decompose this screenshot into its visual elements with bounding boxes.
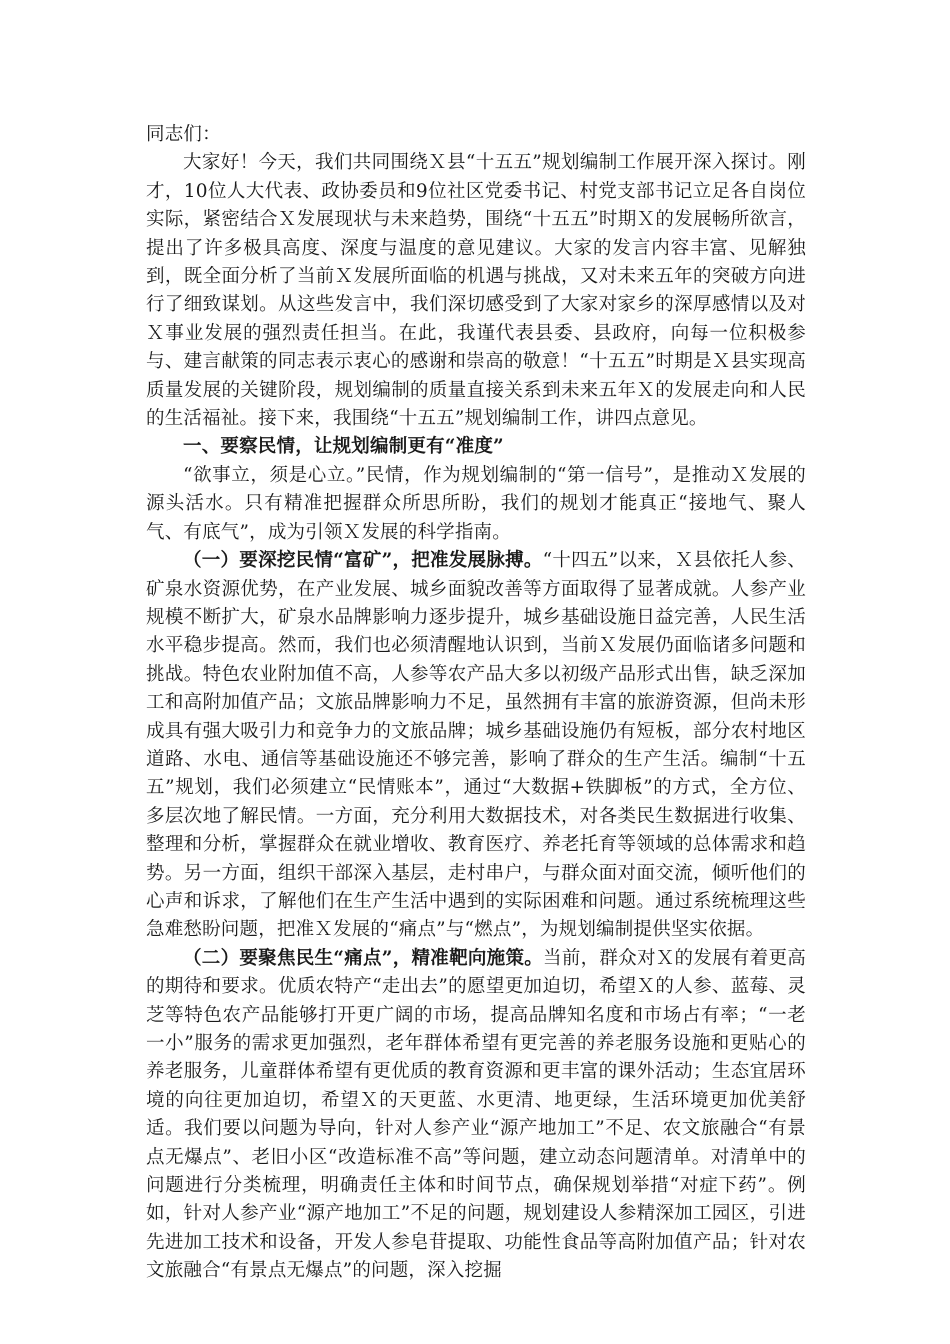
- section-heading-1: 一、要察民情，让规划编制更有“准度”: [183, 436, 504, 458]
- document-body: [146, 121, 806, 1286]
- salutation: 同志们：: [146, 124, 221, 145]
- section-1-paragraph: “欲事立，须是心立。”民情，作为规划编制的“第一信号”，是推动Ｘ发展的源头活水。只有精准把握群众所思所盼，我们的规划才能真正“接地气、聚人气、有底气”，成为引领Ｘ发展的科学指南。: [146, 464, 806, 543]
- subsection-1-body: “十四五”以来，Ｘ县依托人参、矿泉水资源优势，在产业发展、城乡面貌改善等方面取得了显著成就。人参产业规模不断扩大，矿泉水品牌影响力逐步提升，城乡基础设施日益完善，人民生活水平稳步提高。然而，我们也必须清醒地认识到，当前Ｘ发展仍面临诸多问题和挑战。特色农业附加值不高，人参等农产品大多以初级产品形式出售，缺乏深加工和高附加值产品；文旅品牌影响力不足，虽然拥有丰富的旅游资源，但尚未形成具有强大吸引力和竞争力的文旅品牌；城乡基础设施仍有短板，部分农村地区道路、水电、通信等基础设施还不够完善，影响了群众的生产生活。编制“十五五”规划，我们必须建立“民情账本”，通过“大数据+铁脚板”的方式，全方位、多层次地了解民情。一方面，充分利用大数据技术，对各类民生数据进行收集、整理和分析，掌握群众在就业增收、教育医疗、养老托育等领域的总体需求和趋势。另一方面，组织干部深入基层，走村串户，与群众面对面交流，倾听他们的心声和诉求，了解他们在生产生活中遇到的实际困难和问题。通过系统梳理这些急难愁盼问题，把准Ｘ发展的“痛点”与“燃点”，为规划编制提供坚实依据。: [146, 550, 806, 941]
- subsection-1-heading: （一）要深挖民情“富矿”，把准发展脉搏。: [183, 550, 543, 572]
- subsection-2-body: 当前，群众对Ｘ的发展有着更高的期待和要求。优质农特产“走出去”的愿望更加迫切，希望Ｘ的人参、蓝莓、灵芝等特色农产品能够打开更广阔的市场，提高品牌知名度和市场占有率；“一老一小”服务的需求更加强烈，老年群体希望有更完善的养老服务设施和更贴心的养老服务，儿童群体希望有更优质的教育资源和更丰富的课外活动；生态宜居环境的向往更加迫切，希望Ｘ的天更蓝、水更清、地更绿，生活环境更加优美舒适。我们要以问题为导向，针对人参产业“源产地加工”不足、农文旅融合“有景点无爆点”、老旧小区“改造标准不高”等问题，建立动态问题清单。对清单中的问题进行分类梳理，明确责任主体和时间节点，确保规划举措“对症下药”。例如，针对人参产业“源产地加工”不足的问题，规划建设人参精深加工园区，引进先进加工技术和设备，开发人参皂苷提取、功能性食品等高附加值产品；针对农文旅融合“有景点无爆点”的问题，深入挖掘: [146, 947, 806, 1282]
- intro-paragraph: 大家好！今天，我们共同围绕Ｘ县“十五五”规划编制工作展开深入探讨。刚才，10位人大代表、政协委员和9位社区党委书记、村党支部书记立足各自岗位实际，紧密结合Ｘ发展现状与未来趋势，围绕“十五五”时期Ｘ的发展畅所欲言，提出了许多极具高度、深度与温度的意见建议。大家的发言内容丰富、见解独到，既全面分析了当前Ｘ发展所面临的机遇与挑战，又对未来五年的突破方向进行了细致谋划。从这些发言中，我们深切感受到了大家对家乡的深厚感情以及对Ｘ事业发展的强烈责任担当。在此，我谨代表县委、县政府，向每一位积极参与、建言献策的同志表示衷心的感谢和崇高的敬意！“十五五”时期是Ｘ县实现高质量发展的关键阶段，规划编制的质量直接关系到未来五年Ｘ的发展走向和人民的生活福祉。接下来，我围绕“十五五”规划编制工作，讲四点意见。: [146, 152, 806, 430]
- subsection-2-heading: （二）要聚焦民生“痛点”，精准靶向施策。: [183, 947, 544, 969]
- subsection-2-paragraph: [146, 945, 806, 1286]
- subsection-1-paragraph: [146, 547, 806, 945]
